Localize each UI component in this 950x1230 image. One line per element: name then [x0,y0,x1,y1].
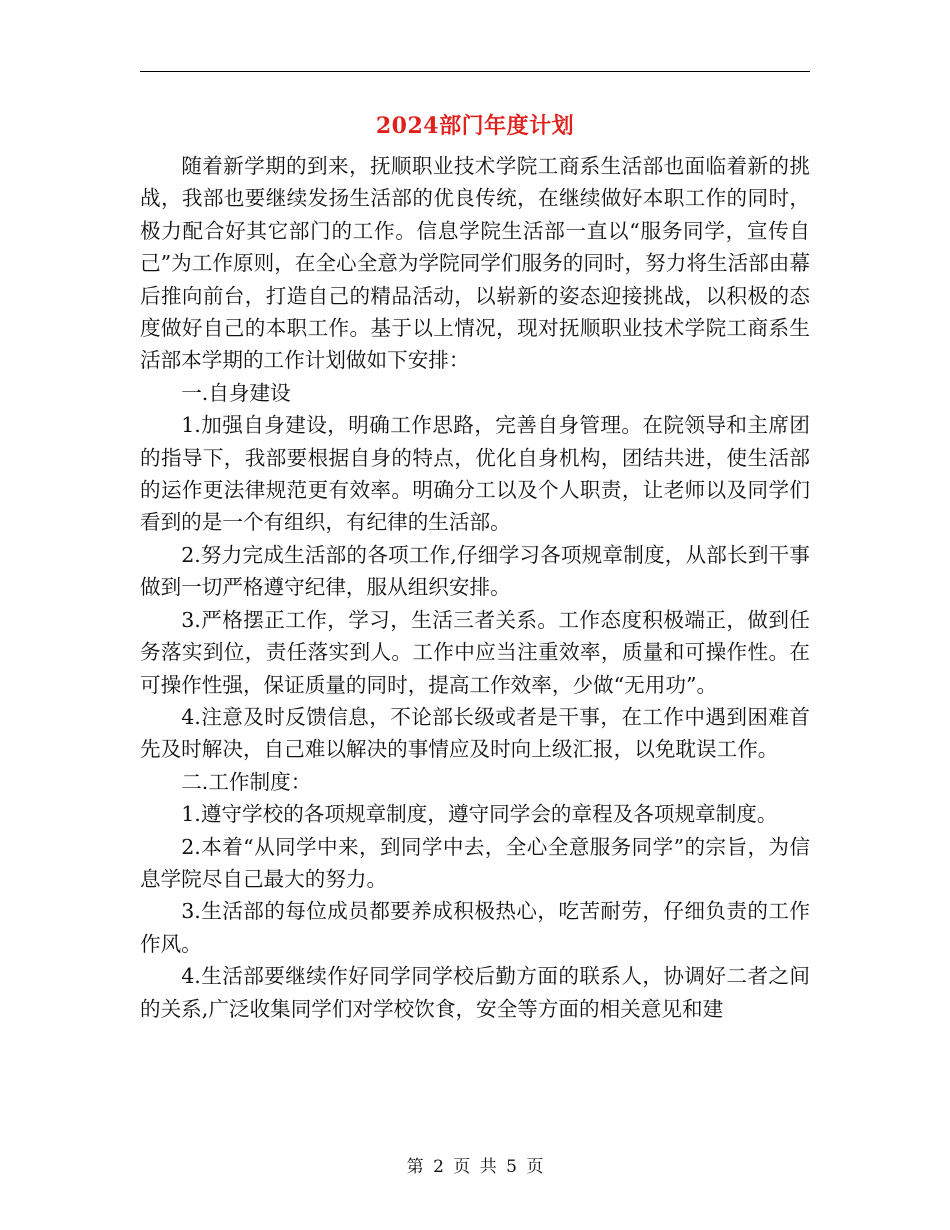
document-body [140,150,810,1025]
paragraph-work-system-1: 1.遵守学校的各项规章制度，遵守同学会的章程及各项规章制度。 [181,802,778,827]
section-heading-self-building: 一.自身建设 [181,380,291,405]
paragraph-work-system-3: 3.生活部的每位成员都要养成积极热心，吃苦耐劳，仔细负责的工作作风。 [140,899,810,956]
intro-paragraph: 随着新学期的到来，抚顺职业技术学院工商系生活部也面临着新的挑战，我部也要继续发扬生活部的优良传统，在继续做好本职工作的同时，极力配合好其它部门的工作。信息学院生活部一直以“服务同学，宣传自己”为工作原则，在全心全意为学院同学们服务的同时，努力将生活部由幕后推向前台，打造自己的精品活动，以崭新的姿态迎接挑战，以积极的态度做好自己的本职工作。基于以上情况，现对抚顺职业技术学院工商系生活部本学期的工作计划做如下安排： [140,154,810,373]
header-rule [140,71,810,72]
section-heading-work-system: 二.工作制度： [181,769,312,794]
paragraph-self-building-3: 3.严格摆正工作，学习，生活三者关系。工作态度积极端正，做到任务落实到位，责任落实到人。工作中应当注重效率，质量和可操作性。在可操作性强，保证质量的同时，提高工作效率，少做“无用功”。 [140,607,810,697]
paragraph-self-building-1: 1.加强自身建设，明确工作思路，完善自身管理。在院领导和主席团的指导下，我部要根据自身的特点，优化自身机构，团结共进，使生活部的运作更法律规范更有效率。明确分工以及个人职责，让老师以及同学们看到的是一个有组织，有纪律的生活部。 [140,413,810,535]
paragraph-self-building-4: 4.注意及时反馈信息，不论部长级或者是干事，在工作中遇到困难首先及时解决，自己难以解决的事情应及时向上级汇报，以免耽误工作。 [140,704,810,762]
document-title: 2024部门年度计划 [375,113,575,139]
page-number: 第 2 页 共 5 页 [406,1157,544,1177]
paragraph-work-system-4: 4.生活部要继续作好同学同学校后勤方面的联系人，协调好二者之间的关系,广泛收集同学们对学校饮食，安全等方面的相关意见和建 [140,964,810,1021]
paragraph-work-system-2: 2.本着“从同学中来，到同学中去，全心全意服务同学”的宗旨，为信息学院尽自己最大的努力。 [140,834,810,891]
paragraph-self-building-2: 2.努力完成生活部的各项工作,仔细学习各项规章制度，从部长到干事做到一切严格遵守纪律，服从组织安排。 [140,542,810,600]
